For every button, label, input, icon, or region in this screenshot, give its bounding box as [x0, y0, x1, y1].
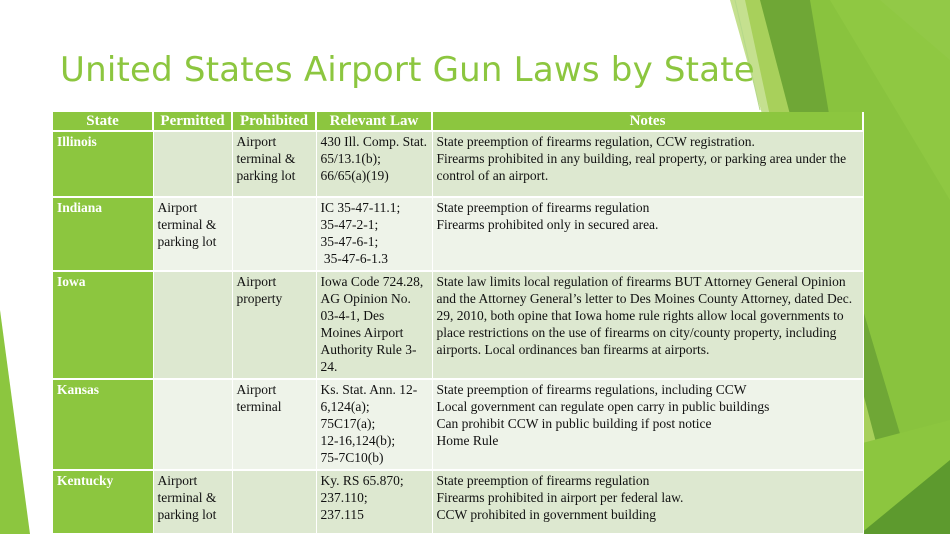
table-row: [53, 470, 863, 534]
prohibited-cell: [232, 197, 316, 271]
header-relevant-law: Relevant Law: [316, 112, 432, 131]
table-row: [53, 271, 863, 379]
table-row: [53, 379, 863, 470]
state-cell: Illinois: [53, 131, 153, 197]
page-title: United States Airport Gun Laws by State: [60, 50, 755, 90]
note-line: State preemption of firearms regulation: [436, 200, 650, 215]
note-line: Home Rule: [436, 433, 499, 448]
law-cell: [316, 131, 432, 197]
notes-cell: [432, 271, 863, 379]
law-line: 35-47-6-1.3: [320, 251, 388, 266]
note-line: State preemption of firearms regulation, CCW registration.: [436, 134, 755, 149]
permitted-cell: Airport terminal & parking lot: [153, 470, 232, 534]
prohibited-cell: Airport terminal & parking lot: [232, 131, 316, 197]
law-line: 65/13.1(b);: [320, 151, 381, 166]
prohibited-cell: Airport property: [232, 271, 316, 379]
state-cell: Iowa: [53, 271, 153, 379]
note-line: Firearms prohibited in any building, real property, or parking area under the control of an airport.: [436, 151, 847, 183]
law-line: Iowa Code 724.28, AG Opinion No. 03-4-1, Des Moines Airport Authority Rule 3-24.: [320, 274, 424, 374]
law-line: 35-47-2-1;: [320, 217, 379, 232]
law-line: 75C17(a);: [320, 416, 376, 431]
notes-cell: [432, 470, 863, 534]
green-sliver-left: [0, 310, 30, 534]
note-line: Firearms prohibited only in secured area.: [436, 217, 659, 232]
note-line: Firearms prohibited in airport per federal law.: [436, 490, 684, 505]
state-cell: Kentucky: [53, 470, 153, 534]
prohibited-cell: Airport terminal: [232, 379, 316, 470]
law-cell: [316, 379, 432, 470]
notes-cell: [432, 197, 863, 271]
permitted-cell: Airport terminal & parking lot: [153, 197, 232, 271]
law-line: IC 35-47-11.1;: [320, 200, 401, 215]
table-row: [53, 131, 863, 197]
law-line: 66/65(a)(19): [320, 168, 389, 183]
header-permitted: Permitted: [153, 112, 232, 131]
permitted-cell: [153, 379, 232, 470]
state-cell: Kansas: [53, 379, 153, 470]
header-prohibited: Prohibited: [232, 112, 316, 131]
notes-cell: [432, 379, 863, 470]
note-line: CCW prohibited in government building: [436, 507, 656, 522]
header-state: State: [53, 112, 153, 131]
table-row: [53, 197, 863, 271]
law-line: 12-16,124(b);: [320, 433, 396, 448]
note-line: State preemption of firearms regulation: [436, 473, 650, 488]
header-notes: Notes: [432, 112, 863, 131]
table-header-row: [53, 112, 863, 131]
law-line: 237.110;: [320, 490, 368, 505]
law-cell: [316, 470, 432, 534]
law-line: 237.115: [320, 507, 364, 522]
law-line: 75-7C10(b): [320, 450, 384, 465]
permitted-cell: [153, 271, 232, 379]
law-line: Ks. Stat. Ann. 12-6,124(a);: [320, 382, 418, 414]
note-line: State preemption of firearms regulations, including CCW: [436, 382, 747, 397]
state-cell: Indiana: [53, 197, 153, 271]
note-line: Local government can regulate open carry in public buildings: [436, 399, 770, 414]
law-line: 35-47-6-1;: [320, 234, 379, 249]
gun-laws-table: [53, 112, 864, 535]
law-cell: [316, 197, 432, 271]
law-line: 430 Ill. Comp. Stat.: [320, 134, 428, 149]
law-cell: [316, 271, 432, 379]
note-line: Can prohibit CCW in public building if post notice: [436, 416, 712, 431]
note-line: State law limits local regulation of firearms BUT Attorney General Opinion and the Attorney General’s letter to Des Moines County Attorney, dated Dec. 29, 2010, both opine that Iowa home rule rights allow local governments to place restrictions on the use of firearms on city/county property, including airports. Local ordinances ban firearms at airports.: [436, 274, 853, 357]
law-line: Ky. RS 65.870;: [320, 473, 404, 488]
notes-cell: [432, 131, 863, 197]
permitted-cell: [153, 131, 232, 197]
prohibited-cell: [232, 470, 316, 534]
